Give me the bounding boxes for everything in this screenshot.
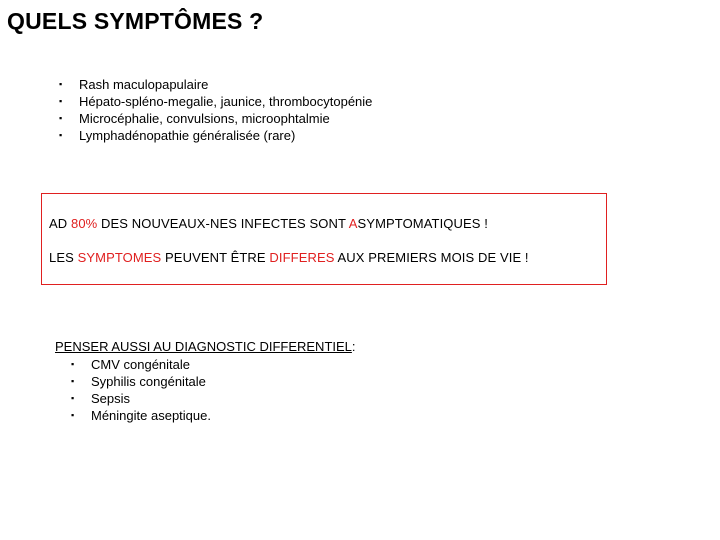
bullet-icon: ▪ — [59, 130, 63, 140]
list-item: ▪ Sepsis — [71, 391, 131, 406]
bullet-icon: ▪ — [71, 359, 75, 369]
bullet-icon: ▪ — [71, 393, 75, 403]
differential-diagnosis-heading: PENSER AUSSI AU DIAGNOSTIC DIFFERENTIEL: — [55, 339, 356, 354]
list-item: ▪ Syphilis congénitale — [71, 374, 206, 389]
warning-box — [41, 193, 607, 285]
slide-title: QUELS SYMPTÔMES ? — [7, 8, 264, 34]
bullet-icon: ▪ — [71, 410, 75, 420]
list-item: ▪ CMV congénitale — [71, 357, 190, 372]
list-item: ▪ Hépato-spléno-megalie, jaunice, thrombocytopénie — [59, 94, 373, 109]
asymptomatic-statement: AD 80% DES NOUVEAUX-NES INFECTES SONT ASYMPTOMATIQUES ! — [49, 216, 488, 231]
list-item: ▪ Méningite aseptique. — [71, 408, 211, 423]
delayed-symptoms-statement: LES SYMPTOMES PEUVENT ÊTRE DIFFERES AUX PREMIERS MOIS DE VIE ! — [49, 250, 529, 265]
bullet-icon: ▪ — [59, 113, 63, 123]
symptoms-list — [59, 76, 373, 144]
list-item: ▪ Microcéphalie, convulsions, microophtalmie — [59, 111, 330, 126]
bullet-icon: ▪ — [59, 96, 63, 106]
list-item: ▪ Rash maculopapulaire — [59, 77, 209, 92]
bullet-icon: ▪ — [59, 79, 63, 89]
bullet-icon: ▪ — [71, 376, 75, 386]
list-item: ▪ Lymphadénopathie généralisée (rare) — [59, 128, 296, 143]
differential-diagnosis-list — [71, 356, 211, 424]
